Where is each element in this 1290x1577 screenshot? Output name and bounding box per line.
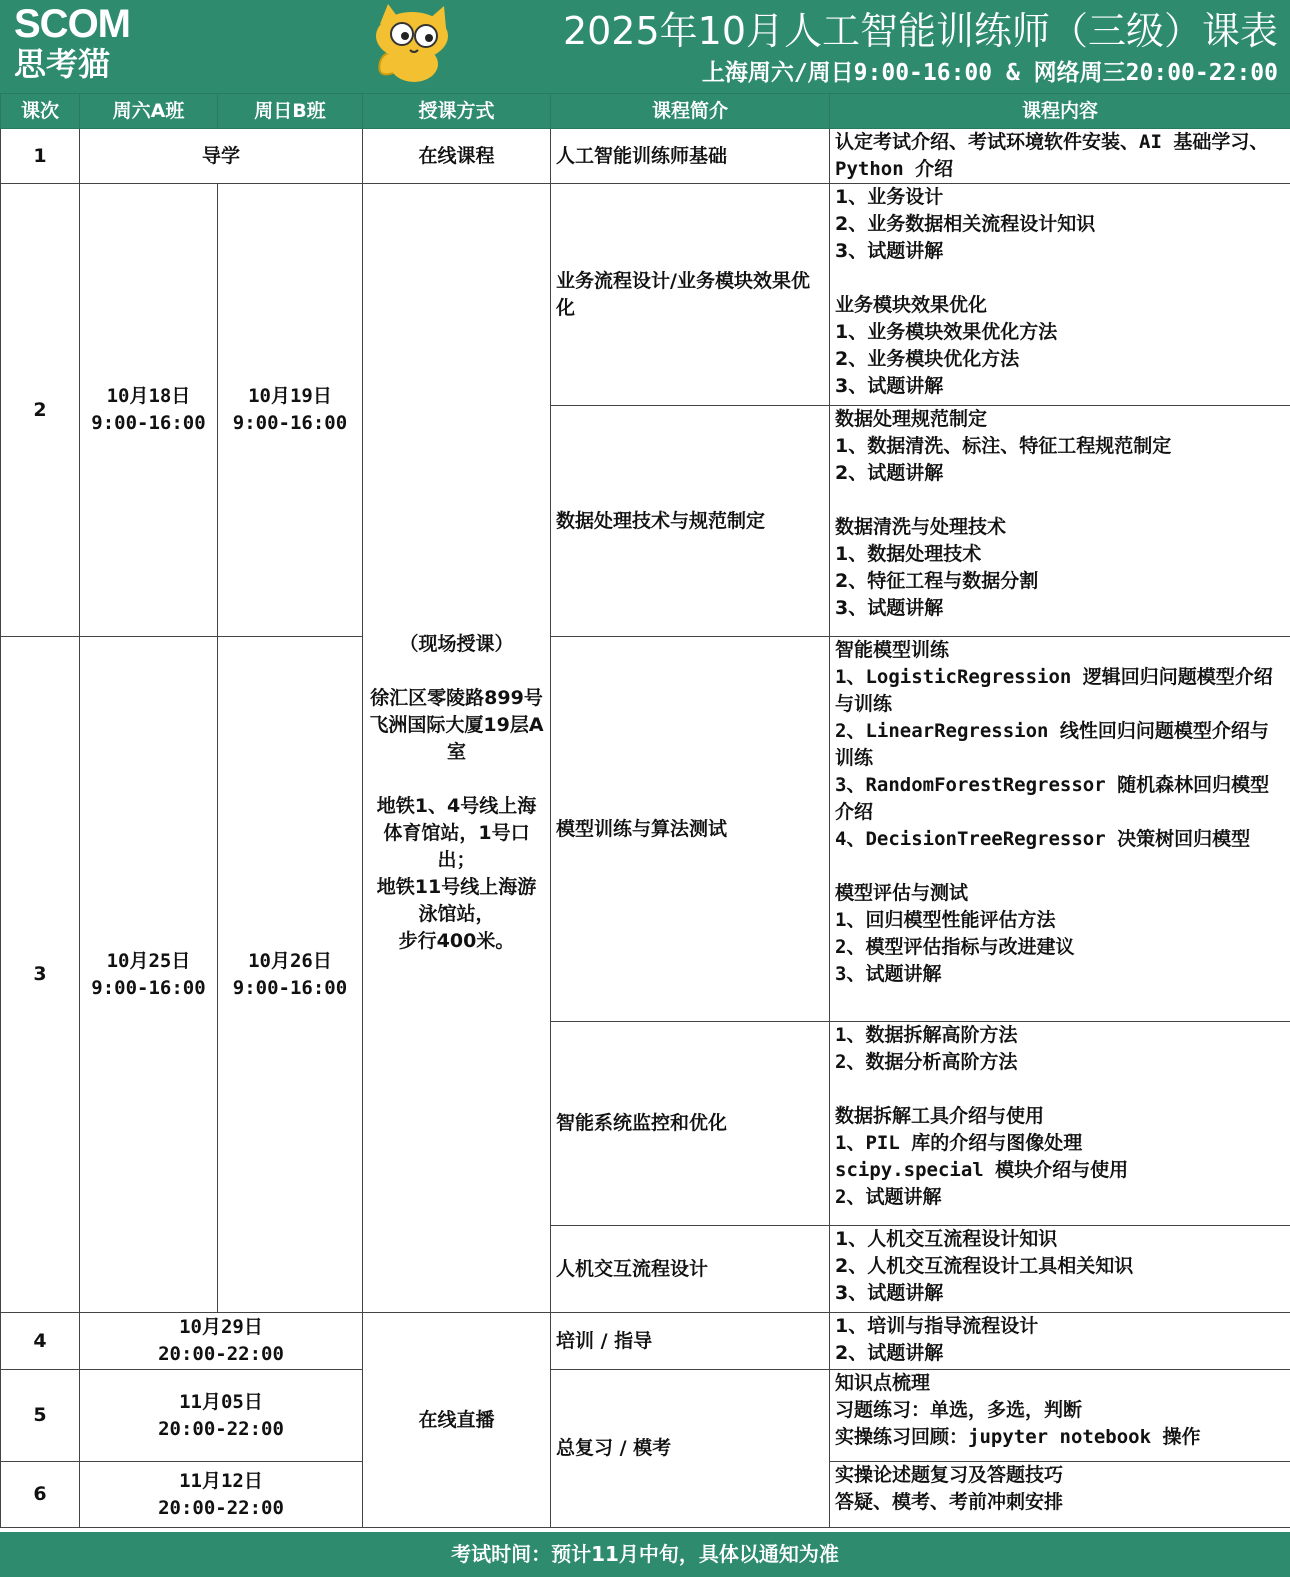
course-intro: 业务流程设计/业务模块效果优化 bbox=[551, 184, 830, 406]
cat-mascot-icon bbox=[366, 2, 461, 88]
lesson-number: 1 bbox=[1, 129, 80, 184]
teaching-mode: 在线直播 bbox=[363, 1313, 551, 1528]
course-content: 认定考试介绍、考试环境软件安装、AI 基础学习、Python 介绍 bbox=[830, 129, 1290, 184]
table-header-row bbox=[1, 94, 1290, 129]
saturday-date: 10月18日 9:00-16:00 bbox=[80, 184, 218, 637]
lesson-number: 6 bbox=[1, 1462, 80, 1528]
course-content: 1、培训与指导流程设计 2、试题讲解 bbox=[830, 1313, 1290, 1370]
logo-chinese: 思考猫 bbox=[14, 45, 111, 83]
sunday-date: 10月26日 9:00-16:00 bbox=[218, 637, 363, 1313]
lesson-number: 3 bbox=[1, 637, 80, 1313]
schedule-table bbox=[0, 93, 1290, 1528]
table-row bbox=[1, 184, 1290, 406]
course-content: 智能模型训练 1、LogisticRegression 逻辑回归问题模型介绍与训练 2、LinearRegression 线性回归问题模型介绍与训练 3、RandomForestRegressor 随机森林回归模型介绍 4、DecisionTreeRegressor 决策树回归模型 模型评估与测试 1、回归模型性能评估方法 2、模型评估指标与改进建议 3、试题讲解 bbox=[830, 637, 1290, 1022]
table-row bbox=[1, 1313, 1290, 1370]
course-content: 1、业务设计 2、业务数据相关流程设计知识 3、试题讲解 业务模块效果优化 1、业务模块效果优化方法 2、业务模块优化方法 3、试题讲解 bbox=[830, 184, 1290, 406]
col-header-sunday: 周日B班 bbox=[218, 94, 363, 129]
course-content: 实操论述题复习及答题技巧 答疑、模考、考前冲刺安排 bbox=[830, 1462, 1290, 1528]
lesson-date: 11月05日 20:00-22:00 bbox=[80, 1370, 363, 1462]
saturday-date: 10月25日 9:00-16:00 bbox=[80, 637, 218, 1313]
lesson-number: 2 bbox=[1, 184, 80, 637]
onsite-location: （现场授课） 徐汇区零陵路899号飞洲国际大厦19层A室 地铁1、4号线上海体育馆站，1号口出； 地铁11号线上海游泳馆站， 步行400米。 bbox=[363, 184, 551, 1313]
table-row bbox=[1, 129, 1290, 184]
lesson-date: 导学 bbox=[80, 129, 363, 184]
course-intro: 总复习 / 模考 bbox=[551, 1370, 830, 1528]
course-intro: 培训 / 指导 bbox=[551, 1313, 830, 1370]
course-intro: 智能系统监控和优化 bbox=[551, 1022, 830, 1226]
col-header-intro: 课程简介 bbox=[551, 94, 830, 129]
table-row bbox=[1, 1370, 1290, 1462]
col-header-mode: 授课方式 bbox=[363, 94, 551, 129]
lesson-number: 5 bbox=[1, 1370, 80, 1462]
course-intro: 人工智能训练师基础 bbox=[551, 129, 830, 184]
col-header-content: 课程内容 bbox=[830, 94, 1290, 129]
course-intro: 模型训练与算法测试 bbox=[551, 637, 830, 1022]
logo-wordmark: SCOM bbox=[14, 2, 130, 46]
header-banner bbox=[0, 0, 1290, 93]
course-content: 知识点梳理 习题练习：单选，多选，判断 实操练习回顾：jupyter notebook 操作 bbox=[830, 1370, 1290, 1462]
course-intro: 人机交互流程设计 bbox=[551, 1226, 830, 1313]
col-header-saturday: 周六A班 bbox=[80, 94, 218, 129]
course-intro: 数据处理技术与规范制定 bbox=[551, 406, 830, 637]
teaching-mode: 在线课程 bbox=[363, 129, 551, 184]
col-header-lesson: 课次 bbox=[1, 94, 80, 129]
lesson-date: 11月12日 20:00-22:00 bbox=[80, 1462, 363, 1528]
schedule-title: 2025年10月人工智能训练师（三级）课表 bbox=[562, 9, 1278, 53]
course-content: 1、人机交互流程设计知识 2、人机交互流程设计工具相关知识 3、试题讲解 bbox=[830, 1226, 1290, 1313]
exam-time-footer: 考试时间：预计11月中旬，具体以通知为准 bbox=[0, 1532, 1290, 1577]
sunday-date: 10月19日 9:00-16:00 bbox=[218, 184, 363, 637]
table-row bbox=[1, 637, 1290, 1022]
course-content: 数据处理规范制定 1、数据清洗、标注、特征工程规范制定 2、试题讲解 数据清洗与处理技术 1、数据处理技术 2、特征工程与数据分割 3、试题讲解 bbox=[830, 406, 1290, 637]
schedule-subtitle: 上海周六/周日9:00-16:00 & 网络周三20:00-22:00 bbox=[701, 60, 1278, 86]
course-content: 1、数据拆解高阶方法 2、数据分析高阶方法 数据拆解工具介绍与使用 1、PIL 库的介绍与图像处理 scipy.special 模块介绍与使用 2、试题讲解 bbox=[830, 1022, 1290, 1226]
lesson-number: 4 bbox=[1, 1313, 80, 1370]
lesson-date: 10月29日 20:00-22:00 bbox=[80, 1313, 363, 1370]
